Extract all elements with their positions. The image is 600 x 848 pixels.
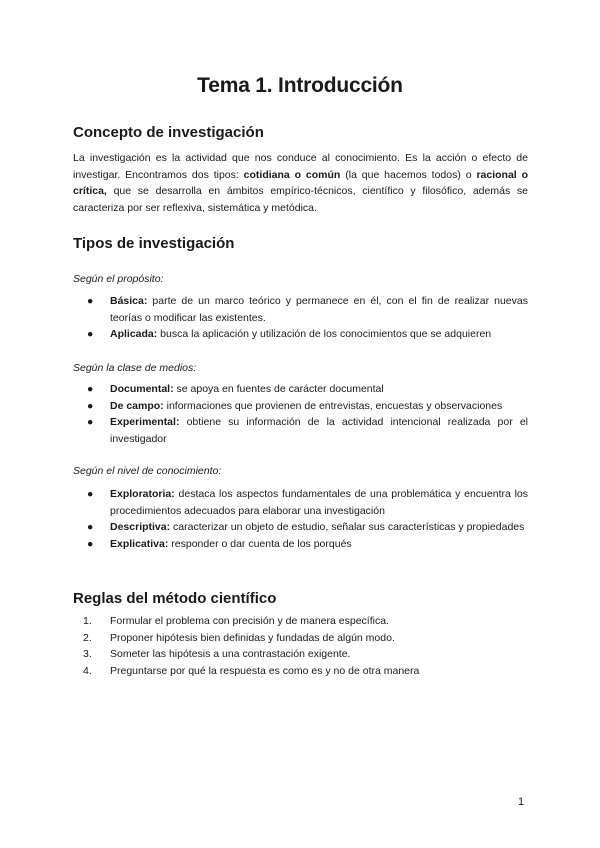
bullet-icon: ● <box>87 295 94 307</box>
list-item-text: Proponer hipótesis bien definidas y fundadas de algún modo. <box>110 631 395 644</box>
page-number: 1 <box>518 796 525 808</box>
group-label-proposito: Según el propósito: <box>73 273 164 285</box>
list-item <box>73 326 528 343</box>
group-label-conocimiento: Según el nivel de conocimiento: <box>73 465 222 477</box>
page-title: Tema 1. Introducción <box>197 74 403 97</box>
list-medios <box>73 381 528 447</box>
list-item-term: Explicativa: <box>110 537 169 550</box>
list-item-text: parte de un marco teórico y permanece en él, con el fin de realizar nuevas teorías o modificar las existentes. <box>110 295 528 324</box>
list-item-term: Básica: <box>110 295 148 307</box>
list-item <box>73 293 528 326</box>
bold-term: racional o crítica, <box>73 168 528 197</box>
section-heading-reglas: Reglas del método científico <box>73 590 277 607</box>
list-item-text: busca la aplicación y utilización de los conocimientos que se adquieren <box>157 328 492 340</box>
list-item <box>73 486 528 519</box>
list-reglas <box>73 613 528 679</box>
list-item <box>73 646 528 663</box>
list-item <box>73 381 528 398</box>
list-item <box>73 398 528 415</box>
section-heading-concepto: Concepto de investigación <box>73 124 264 141</box>
bullet-icon: ● <box>87 537 94 550</box>
section-heading-tipos: Tipos de investigación <box>73 235 235 252</box>
list-item-term: Documental: <box>110 383 174 395</box>
list-number: 4. <box>83 664 92 677</box>
list-conocimiento <box>73 486 528 552</box>
list-item-text: se apoya en fuentes de carácter documental <box>173 383 384 395</box>
list-proposito <box>73 293 528 343</box>
list-item <box>73 613 528 630</box>
bullet-icon: ● <box>87 521 94 533</box>
bullet-icon: ● <box>87 416 94 428</box>
bullet-icon: ● <box>87 399 94 412</box>
bullet-icon: ● <box>87 383 94 395</box>
list-item-term: Descriptiva: <box>110 521 171 533</box>
list-item <box>73 414 528 447</box>
list-number: 1. <box>83 615 92 627</box>
list-number: 2. <box>83 631 92 644</box>
bullet-icon: ● <box>87 488 94 500</box>
paragraph-text: (la que hacemos todos) o <box>340 168 477 181</box>
list-item-term: Aplicada: <box>110 328 158 340</box>
bold-term: cotidiana o común <box>243 168 341 181</box>
list-item-term: Experimental: <box>110 416 180 428</box>
list-item-text: Formular el problema con precisión y de manera específica. <box>110 615 389 627</box>
concepto-paragraph <box>73 150 528 216</box>
bullet-icon: ● <box>87 328 94 340</box>
list-item-term: Exploratoria: <box>110 488 175 500</box>
list-item-text: responder o dar cuenta de los porqués <box>168 537 352 550</box>
list-item-text: obtiene su información de la actividad intencional realizada por el investigador <box>110 416 528 445</box>
paragraph-text: que se desarrolla en ámbitos empírico-técnicos, científico y filosófico, además se caracteriza por ser reflexiva, sistemática y metódica. <box>73 185 528 214</box>
list-item-term: De campo: <box>110 399 164 412</box>
list-number: 3. <box>83 648 92 660</box>
list-item <box>73 630 528 647</box>
list-item-text: Preguntarse por qué la respuesta es como es y no de otra manera <box>110 664 420 677</box>
paragraph-text: La investigación es la actividad que nos conduce al conocimiento. Es la acción o efecto de investigar. Encontramos dos tipos: <box>73 152 528 181</box>
group-label-medios: Según la clase de medios: <box>73 362 197 374</box>
list-item <box>73 663 528 680</box>
list-item-text: informaciones que provienen de entrevistas, encuestas y observaciones <box>163 399 503 412</box>
list-item-text: caracterizar un objeto de estudio, señalar sus características y propiedades <box>170 521 525 533</box>
list-item-text: destaca los aspectos fundamentales de una problemática y encuentra los procedimientos adecuados para elaborar una investigación <box>110 488 528 517</box>
list-item <box>73 536 528 553</box>
list-item <box>73 519 528 536</box>
list-item-text: Someter las hipótesis a una contrastación exigente. <box>110 648 351 660</box>
